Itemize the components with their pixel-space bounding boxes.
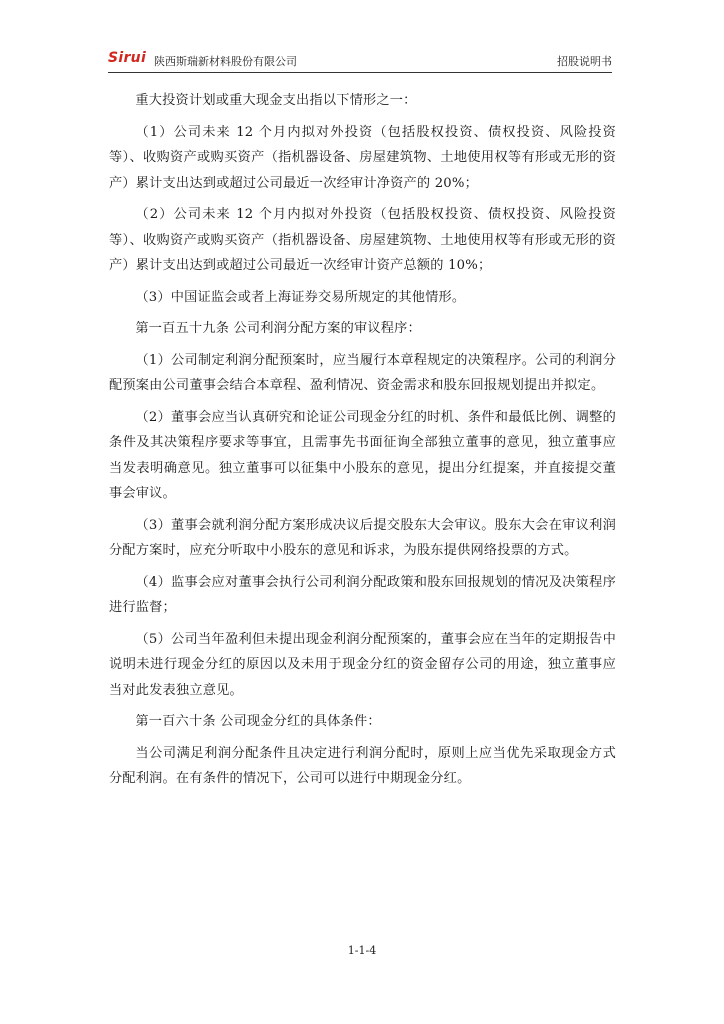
paragraph: （4）监事会应对董事会执行公司利润分配政策和股东回报规划的情况及决策程序进行监督；	[109, 574, 616, 615]
paragraph: （2）董事会应当认真研究和论证公司现金分红的时机、条件和最低比例、调整的条件及其决策程序要求等事宜，且需事先书面征询全部独立董事的意见，独立董事应当发表明确意见。独立董事可以征集中小股东的意见，提出分红提案，并直接提交董事会审议。	[109, 409, 616, 501]
company-logo: Sirui	[108, 50, 147, 66]
article-heading: 第一百六十条 公司现金分红的具体条件：	[135, 714, 381, 729]
paragraph: （1）公司未来 12 个月内拟对外投资（包括股权投资、债权投资、风险投资等）、收购资产或购买资产（指机器设备、房屋建筑物、土地使用权等有形或无形的资产）累计支出达到或超过公司最近一次经审计净资产的 20%；	[109, 124, 616, 191]
paragraph: （5）公司当年盈利但未提出现金利润分配预案的，董事会应在当年的定期报告中说明未进行现金分红的原因以及未用于现金分红的资金留存公司的用途，独立董事应当对此发表独立意见。	[109, 631, 616, 698]
document-type: 招股说明书	[557, 55, 612, 68]
paragraph: 重大投资计划或重大现金支出指以下情形之一：	[135, 93, 417, 108]
paragraph: （2）公司未来 12 个月内拟对外投资（包括股权投资、债权投资、风险投资等）、收购资产或购买资产（指机器设备、房屋建筑物、土地使用权等有形或无形的资产）累计支出达到或超过公司最近一次经审计资产总额的 10%；	[109, 207, 616, 273]
document-body	[109, 88, 616, 798]
paragraph: （3）中国证监会或者上海证券交易所规定的其他情形。	[135, 289, 466, 305]
company-name: 陕西斯瑞新材料股份有限公司	[154, 55, 297, 68]
article-heading: 第一百五十九条 公司利润分配方案的审议程序：	[135, 321, 421, 336]
paragraph: （1）公司制定利润分配预案时，应当履行本章程规定的决策程序。公司的利润分配预案由公司董事会结合本章程、盈利情况、资金需求和股东回报规划提出并拟定。	[109, 352, 616, 393]
paragraph: 当公司满足利润分配条件且决定进行利润分配时，原则上应当优先采取现金方式分配利润。在有条件的情况下，公司可以进行中期现金分红。	[109, 745, 616, 786]
page-number: 1-1-4	[347, 944, 377, 957]
page-header	[108, 50, 612, 73]
paragraph: （3）董事会就利润分配方案形成决议后提交股东大会审议。股东大会在审议利润分配方案时，应充分听取中小股东的意见和诉求，为股东提供网络投票的方式。	[109, 517, 616, 558]
